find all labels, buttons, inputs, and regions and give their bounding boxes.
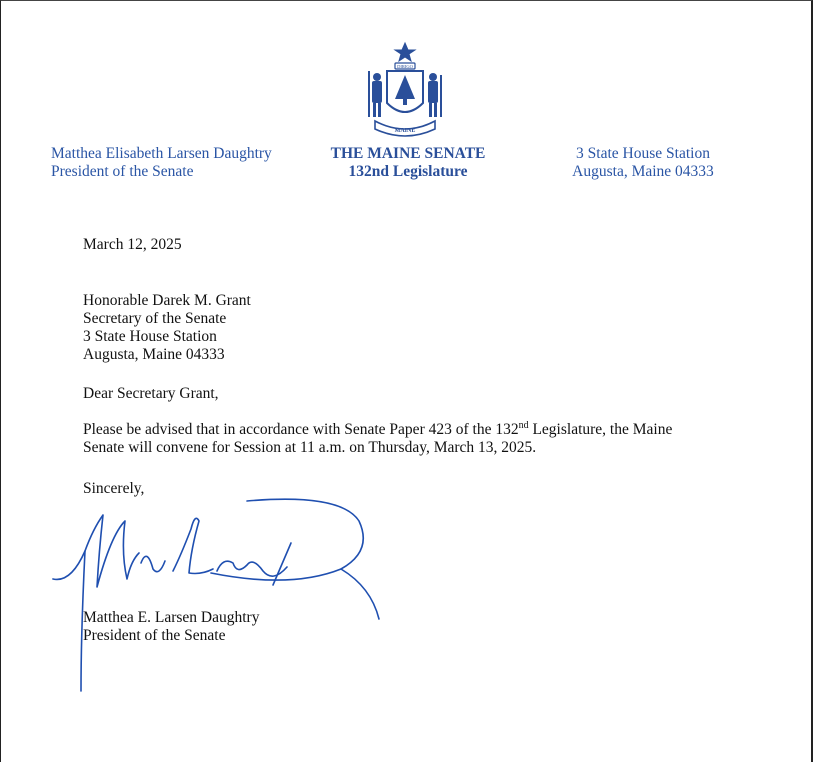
header-center-block (311, 145, 505, 181)
letter-body (83, 421, 743, 457)
signer-block (83, 609, 259, 645)
station-address: 3 State House Station (576, 145, 710, 162)
body-text-part2: Legislature, the Maine (528, 421, 673, 438)
president-title: President of the Senate (51, 163, 194, 180)
maine-seal-icon (359, 41, 451, 141)
city-address: Augusta, Maine 04333 (572, 163, 714, 180)
body-text-part1: Please be advised that in accordance with Senate Paper 423 of the 132 (83, 421, 519, 438)
signature-icon (41, 491, 401, 701)
recipient-title: Secretary of the Senate (83, 310, 227, 327)
header-right-block (561, 145, 725, 181)
letter-date: March 12, 2025 (83, 236, 182, 253)
salutation: Dear Secretary Grant, (83, 385, 219, 402)
recipient-street: 3 State House Station (83, 328, 217, 345)
signer-name: Matthea E. Larsen Daughtry (83, 609, 260, 626)
letter-body-line2: Senate will convene for Session at 11 a.m. on Thursday, March 13, 2025. (83, 439, 537, 456)
seal-motto: DIRIGO (397, 64, 413, 69)
recipient-name: Honorable Darek M. Grant (83, 292, 251, 309)
president-name: Matthea Elisabeth Larsen Daughtry (51, 145, 272, 162)
closing: Sincerely, (83, 480, 145, 497)
letter-body-line1 (83, 421, 743, 439)
ordinal-suffix: nd (518, 419, 529, 431)
recipient-city: Augusta, Maine 04333 (83, 346, 225, 363)
header-left-block (51, 145, 272, 181)
seal-ribbon-text: MAINE (394, 128, 416, 134)
senate-title: THE MAINE SENATE (330, 145, 486, 162)
recipient-address (83, 292, 251, 364)
legislature-number: 132nd Legislature (348, 163, 468, 180)
signer-title: President of the Senate (83, 627, 226, 644)
